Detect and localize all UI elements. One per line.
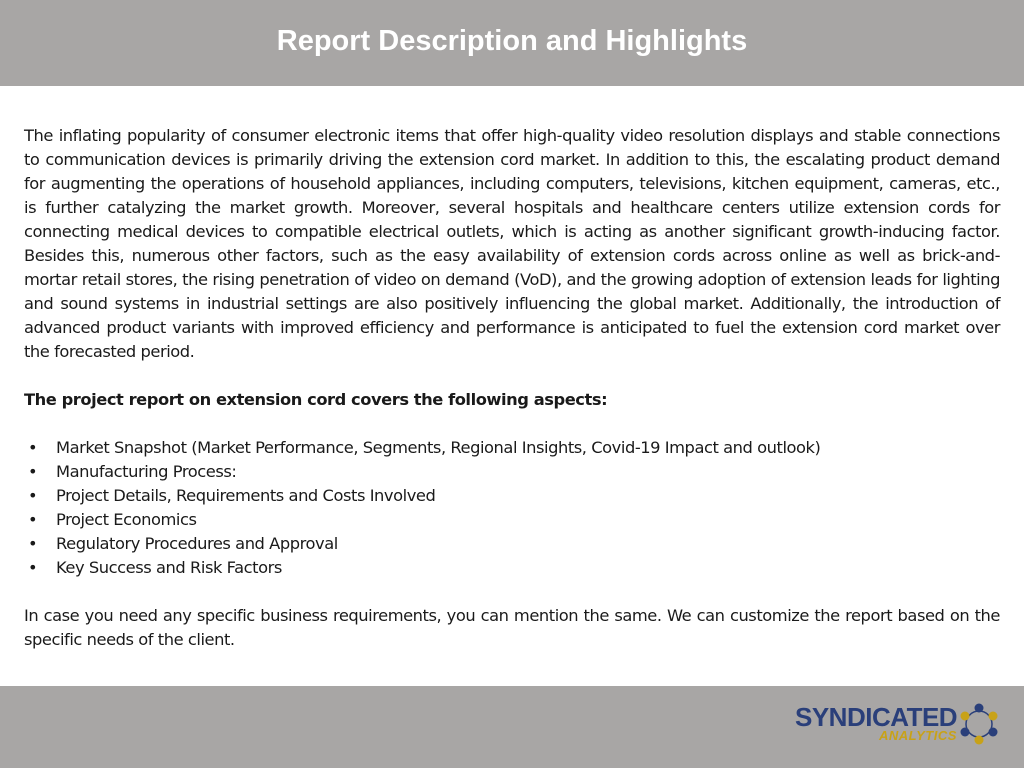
logo-network-icon	[957, 702, 1001, 746]
list-item-text: Project Economics	[56, 510, 197, 529]
intro-paragraph: The inflating popularity of consumer electronic items that offer high-quality video resolution displays and stable connections to communication devices is primarily driving the extension cord market. In addition to this, the escalating product demand for augmenting the operations of household appliances, including computers, televisions, kitchen equipment, cameras, etc., is further catalyzing the market growth. Moreover, several hospitals and healthcare centers utilize extension cords for connecting medical devices to compatible electrical outlets, which is acting as another significant growth-inducing factor. Besides this, numerous other factors, such as the easy availability of extension cords across online as well as brick-and-mortar retail stores, the rising penetration of video on demand (VoD), and the growing adoption of extension leads for lighting and sound systems in industrial settings are also positively influencing the global market. Additionally, the introduction of advanced product variants with improved efficiency and performance is anticipated to fuel the extension cord market over the forecasted period.	[24, 126, 1000, 361]
list-item	[24, 556, 1000, 580]
report-content	[24, 124, 1000, 652]
spacer	[24, 364, 1000, 388]
list-item-text: Market Snapshot (Market Performance, Segments, Regional Insights, Covid-19 Impact and outlook)	[56, 438, 821, 457]
header-band	[0, 0, 1024, 86]
aspects-subheading: The project report on extension cord covers the following aspects:	[24, 390, 608, 409]
logo-wordmark: SYNDICATED	[795, 702, 958, 732]
list-item	[24, 532, 1000, 556]
bullet-icon: •	[28, 534, 38, 553]
list-item	[24, 484, 1000, 508]
company-logo	[795, 700, 1000, 750]
list-item-text: Regulatory Procedures and Approval	[56, 534, 338, 553]
page-title: Report Description and Highlights	[276, 24, 748, 57]
list-item-text: Project Details, Requirements and Costs Involved	[56, 486, 436, 505]
list-item-text: Manufacturing Process:	[56, 462, 237, 481]
bullet-icon: •	[28, 438, 38, 457]
list-item	[24, 436, 1000, 460]
bullet-icon: •	[28, 486, 38, 505]
spacer	[24, 580, 1000, 604]
list-item	[24, 460, 1000, 484]
logo-subtitle: ANALYTICS	[879, 728, 957, 743]
list-item-text: Key Success and Risk Factors	[56, 558, 282, 577]
aspects-list	[24, 436, 1000, 580]
bullet-icon: •	[28, 558, 38, 577]
list-item	[24, 508, 1000, 532]
spacer	[24, 412, 1000, 436]
bullet-icon: •	[28, 510, 38, 529]
closing-paragraph: In case you need any specific business requirements, you can mention the same. We can customize the report based on the specific needs of the client.	[24, 606, 1000, 649]
bullet-icon: •	[28, 462, 38, 481]
